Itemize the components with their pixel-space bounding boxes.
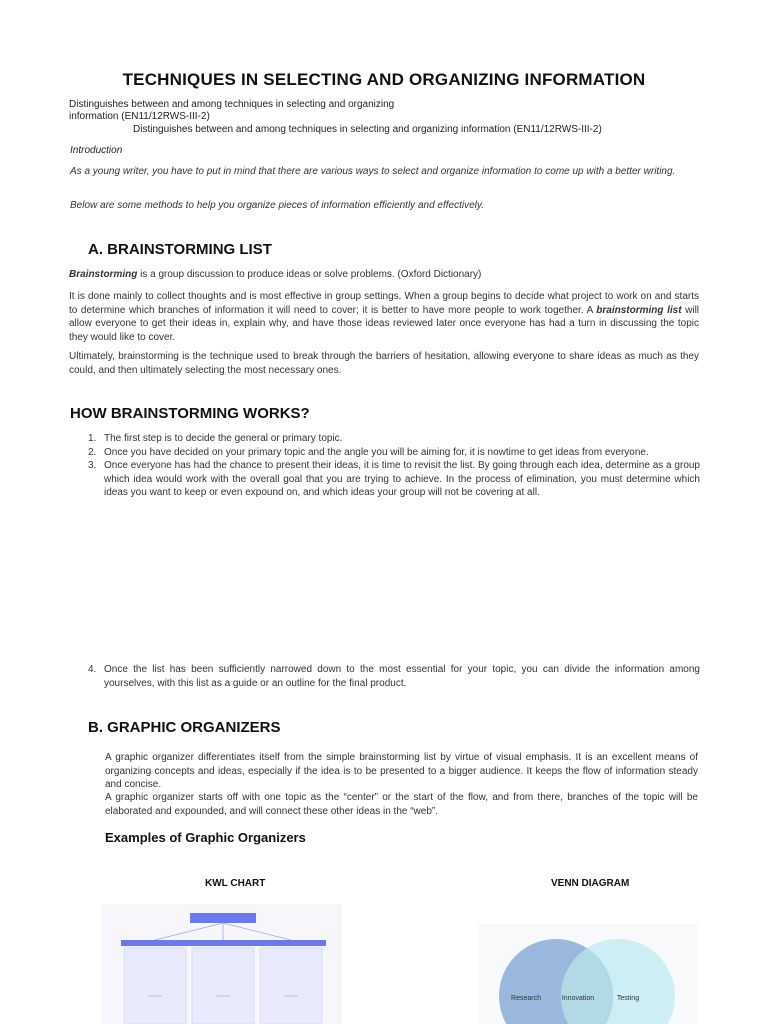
- definition-text: is a group discussion to produce ideas or solve problems. (Oxford Dictionary): [137, 269, 482, 280]
- list-item: [70, 663, 700, 690]
- list-item: [70, 459, 700, 500]
- venn-diagram-label: VENN DIAGRAM: [551, 878, 630, 889]
- section-b-heading: B. GRAPHIC ORGANIZERS: [88, 719, 281, 736]
- brainstorming-list-term: brainstorming list: [596, 304, 682, 316]
- graphic-organizer-paragraph-2: A graphic organizer starts off with one topic as the “center” or the start of the flow, and from there, branches of the topic will be elaborated and expounded, and will connect these other ideas in the “web”.: [105, 792, 698, 817]
- kwl-chart-label: KWL CHART: [205, 878, 266, 889]
- step-text: Once you have decided on your primary topic and the angle you will be aiming for, it is nowtime to get ideas from everyone.: [104, 446, 649, 458]
- list-item: [70, 432, 700, 446]
- kwl-chart-image: [100, 900, 345, 1024]
- venn-middle-label: Innovation: [561, 995, 595, 1002]
- paragraph-text: It is done mainly to collect thoughts and is most effective in group settings. When a group begins to decide what project to work on and starts to determine which branches of information it will need to cover; it is better to have more people to work together. A: [69, 291, 699, 316]
- intro-paragraph-1: As a young writer, you have to put in mind that there are various ways to select and organize information to come up with a better writing.: [70, 166, 676, 177]
- intro-paragraph-2: Below are some methods to help you organize pieces of information efficiently and effectively.: [70, 200, 484, 211]
- steps-list: [70, 432, 700, 500]
- paragraph-text: will allow everyone to get their ideas in, explain why, and have those ideas reviewed later once everyone has had a turn in discussing the topic they would like to cover.: [69, 304, 700, 343]
- kwl-column-l: [260, 948, 322, 1024]
- venn-diagram-image: [478, 924, 698, 1024]
- step-text: Once everyone has had the chance to present their ideas, it is time to revisit the list. By going through each idea, determine as a group which idea would work with the overall goal that you are trying to achieve. In the process of elimination, you must determine which ideas you want to keep or even expound on, and which ideas your group will not be covering at all.: [104, 460, 700, 498]
- brainstorming-paragraph-2: Ultimately, brainstorming is the technique used to break through the barriers of hesitation, allowing everyone to share ideas as much as they could, and then ultimately selecting the most necessary ones.: [69, 351, 699, 376]
- section-a-heading: A. BRAINSTORMING LIST: [88, 241, 272, 258]
- kwl-column-w: [192, 948, 254, 1024]
- list-item: [70, 446, 700, 460]
- definition-term: Brainstorming: [69, 269, 138, 280]
- venn-right-label: Testing: [616, 995, 640, 1002]
- step-number: 4.: [88, 664, 97, 675]
- step-text: Once the list has been sufficiently narrowed down to the most essential for your topic, you can divide the information among yourselves, with this list as a guide or an outline for the final product.: [104, 664, 700, 689]
- kwl-column-k: [124, 948, 186, 1024]
- kwl-header-bar: [121, 940, 326, 946]
- objective-line-2: information (EN11/12RWS-III-2): [69, 111, 210, 122]
- brainstorming-definition: [69, 268, 699, 282]
- kwl-top-box: [190, 913, 256, 923]
- page-title: TECHNIQUES IN SELECTING AND ORGANIZING INFORMATION: [122, 70, 646, 89]
- step-text: The first step is to decide the general or primary topic.: [104, 433, 343, 444]
- examples-heading: Examples of Graphic Organizers: [105, 830, 306, 845]
- intro-heading: Introduction: [70, 145, 123, 156]
- step-number: 1.: [88, 433, 97, 444]
- step-number: 3.: [88, 460, 97, 471]
- venn-left-label: Research: [511, 995, 541, 1002]
- graphic-organizer-paragraph-1: A graphic organizer differentiates itself from the simple brainstorming list by virtue of visual emphasis. It is an excellent means of organizing concepts and ideas, especially if the idea is to be presented to a bigger audience. It keeps the flow of information steady and concise.: [105, 752, 698, 790]
- how-heading: HOW BRAINSTORMING WORKS?: [70, 405, 310, 422]
- steps-list-continued: [70, 663, 700, 690]
- step-number: 2.: [88, 446, 97, 458]
- objective-line-3: Distinguishes between and among techniques in selecting and organizing information (EN11/12RWS-III-2): [133, 124, 602, 135]
- objective-line-1: Distinguishes between and among techniques in selecting and organizing: [69, 99, 395, 110]
- brainstorming-paragraph-1: [69, 290, 699, 344]
